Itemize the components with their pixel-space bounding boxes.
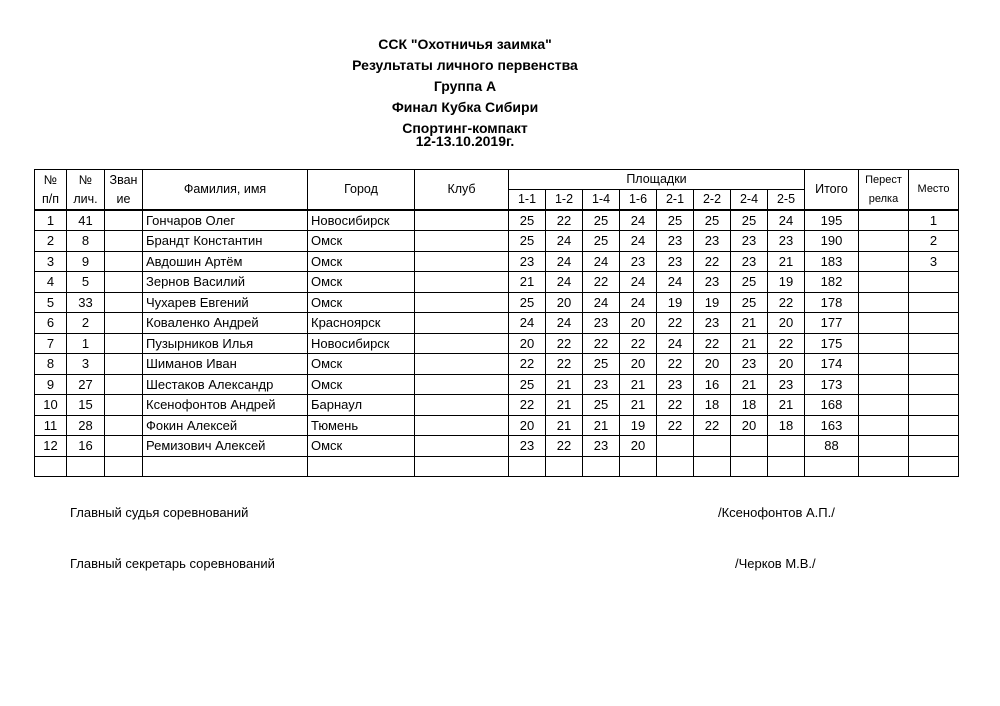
- cell-total: 177: [805, 313, 859, 334]
- cell-position: 11: [35, 415, 67, 436]
- cell-total: 195: [805, 210, 859, 231]
- cell-total: 178: [805, 292, 859, 313]
- cell-shootoff: [859, 333, 909, 354]
- cell-license: 16: [67, 436, 105, 457]
- cell-rank: [105, 333, 143, 354]
- header-num: [35, 170, 67, 211]
- header-shootoff: [859, 170, 909, 211]
- cell-station-score: [546, 456, 583, 477]
- cell-rank: [105, 374, 143, 395]
- cell-place: [909, 354, 959, 375]
- cell-station-score: 22: [694, 333, 731, 354]
- cell-station-score: 23: [694, 313, 731, 334]
- cell-city: Омск: [308, 272, 415, 293]
- results-table: [34, 169, 959, 477]
- cell-rank: [105, 456, 143, 477]
- cell-station-score: 18: [694, 395, 731, 416]
- cell-position: 6: [35, 313, 67, 334]
- cell-station-score: 22: [546, 354, 583, 375]
- cell-total: 183: [805, 251, 859, 272]
- cell-station-score: 24: [657, 333, 694, 354]
- header-shootoff-line2: релка: [868, 192, 899, 205]
- cell-name: Пузырников Илья: [143, 333, 308, 354]
- cell-station-score: 25: [509, 210, 546, 231]
- cell-total: 174: [805, 354, 859, 375]
- cell-city: Омск: [308, 231, 415, 252]
- cell-club: [415, 456, 509, 477]
- header-num-line2: п/п: [41, 191, 59, 206]
- cell-station-score: 25: [731, 292, 768, 313]
- cell-station-score: 24: [546, 313, 583, 334]
- cell-station-score: 25: [731, 210, 768, 231]
- cell-station-score: 25: [731, 272, 768, 293]
- cell-rank: [105, 210, 143, 231]
- cell-name: Ксенофонтов Андрей: [143, 395, 308, 416]
- cell-station-score: 25: [583, 231, 620, 252]
- header-num-line1: №: [43, 172, 58, 187]
- cell-place: [909, 333, 959, 354]
- table-row: [35, 354, 959, 375]
- cell-position: 10: [35, 395, 67, 416]
- title-line-discipline: Спортинг-компакт: [402, 120, 528, 136]
- cell-station-score: 20: [620, 354, 657, 375]
- header-sites: Площадки: [509, 170, 805, 190]
- cell-station-score: 25: [694, 210, 731, 231]
- cell-station-score: 21: [731, 333, 768, 354]
- cell-position: 4: [35, 272, 67, 293]
- cell-station-score: 23: [657, 231, 694, 252]
- cell-total: 88: [805, 436, 859, 457]
- header-city: Город: [308, 170, 415, 211]
- cell-license: 9: [67, 251, 105, 272]
- cell-license: 15: [67, 395, 105, 416]
- cell-club: [415, 210, 509, 231]
- cell-license: [67, 456, 105, 477]
- cell-station-score: 25: [509, 374, 546, 395]
- header-license-line2: лич.: [73, 191, 98, 206]
- cell-station-score: 21: [509, 272, 546, 293]
- cell-station-score: 25: [657, 210, 694, 231]
- cell-place: [909, 436, 959, 457]
- cell-station-score: 16: [694, 374, 731, 395]
- cell-place: [909, 395, 959, 416]
- cell-city: Новосибирск: [308, 210, 415, 231]
- cell-station-score: [657, 456, 694, 477]
- cell-station-score: 19: [657, 292, 694, 313]
- cell-club: [415, 415, 509, 436]
- cell-shootoff: [859, 354, 909, 375]
- cell-total: 168: [805, 395, 859, 416]
- cell-station-score: 24: [583, 251, 620, 272]
- cell-name: Брандт Константин: [143, 231, 308, 252]
- cell-station-score: 23: [583, 374, 620, 395]
- header-rank-line2: ие: [116, 191, 131, 206]
- cell-station-score: 21: [768, 395, 805, 416]
- title-line-results: Результаты личного первенства: [352, 57, 578, 73]
- cell-station-score: 25: [509, 231, 546, 252]
- cell-station-score: 22: [694, 415, 731, 436]
- cell-station-score: 19: [694, 292, 731, 313]
- cell-rank: [105, 395, 143, 416]
- cell-station-score: 21: [546, 395, 583, 416]
- cell-station-score: 23: [657, 374, 694, 395]
- cell-city: Омск: [308, 251, 415, 272]
- cell-rank: [105, 292, 143, 313]
- title-line-event: Финал Кубка Сибири: [391, 99, 539, 115]
- cell-position: 3: [35, 251, 67, 272]
- cell-shootoff: [859, 210, 909, 231]
- cell-station-score: 22: [546, 436, 583, 457]
- header-station: 2-5: [768, 190, 805, 211]
- cell-place: [909, 374, 959, 395]
- cell-city: Омск: [308, 354, 415, 375]
- cell-station-score: 22: [546, 333, 583, 354]
- table-row: [35, 210, 959, 231]
- cell-club: [415, 313, 509, 334]
- table-row: [35, 251, 959, 272]
- cell-rank: [105, 354, 143, 375]
- cell-city: [308, 456, 415, 477]
- cell-place: 2: [909, 231, 959, 252]
- cell-station-score: 20: [731, 415, 768, 436]
- cell-shootoff: [859, 415, 909, 436]
- cell-shootoff: [859, 456, 909, 477]
- table-row: [35, 456, 959, 477]
- header-name: Фамилия, имя: [143, 170, 308, 211]
- cell-position: [35, 456, 67, 477]
- cell-station-score: 23: [731, 251, 768, 272]
- table-row: [35, 313, 959, 334]
- cell-station-score: 24: [620, 210, 657, 231]
- cell-station-score: 24: [620, 272, 657, 293]
- cell-license: 8: [67, 231, 105, 252]
- cell-station-score: 20: [694, 354, 731, 375]
- cell-place: [909, 272, 959, 293]
- table-row: [35, 374, 959, 395]
- cell-station-score: 21: [768, 251, 805, 272]
- cell-station-score: 22: [657, 415, 694, 436]
- cell-license: 27: [67, 374, 105, 395]
- cell-name: Фокин Алексей: [143, 415, 308, 436]
- cell-station-score: 24: [620, 292, 657, 313]
- table-row: [35, 395, 959, 416]
- header-shootoff-line1: Перест: [865, 173, 902, 186]
- cell-station-score: 22: [509, 395, 546, 416]
- cell-station-score: 21: [546, 374, 583, 395]
- cell-station-score: 24: [546, 272, 583, 293]
- cell-station-score: 22: [657, 395, 694, 416]
- cell-total: [805, 456, 859, 477]
- cell-station-score: 21: [731, 374, 768, 395]
- cell-position: 8: [35, 354, 67, 375]
- cell-name: Гончаров Олег: [143, 210, 308, 231]
- cell-license: 28: [67, 415, 105, 436]
- cell-station-score: 20: [620, 436, 657, 457]
- cell-station-score: 20: [509, 415, 546, 436]
- cell-shootoff: [859, 374, 909, 395]
- header-station: 2-2: [694, 190, 731, 211]
- cell-city: Омск: [308, 436, 415, 457]
- cell-rank: [105, 415, 143, 436]
- cell-station-score: 21: [583, 415, 620, 436]
- cell-station-score: 22: [768, 333, 805, 354]
- cell-city: Омск: [308, 374, 415, 395]
- header-total: Итого: [805, 170, 859, 211]
- cell-license: 2: [67, 313, 105, 334]
- cell-station-score: 25: [583, 210, 620, 231]
- title-date: 12-13.10.2019г.: [415, 133, 515, 149]
- header-station: 1-6: [620, 190, 657, 211]
- cell-place: [909, 456, 959, 477]
- chief-judge-label: Главный судья соревнований: [70, 505, 249, 520]
- cell-license: 5: [67, 272, 105, 293]
- cell-club: [415, 374, 509, 395]
- header-place: Место: [909, 170, 959, 211]
- chief-secretary-label: Главный секретарь соревнований: [70, 556, 275, 571]
- cell-station-score: 24: [620, 231, 657, 252]
- cell-license: 1: [67, 333, 105, 354]
- document-title: [0, 34, 930, 148]
- cell-station-score: 20: [620, 313, 657, 334]
- header-club: Клуб: [415, 170, 509, 211]
- header-station: 2-4: [731, 190, 768, 211]
- cell-club: [415, 292, 509, 313]
- results-body: [35, 210, 959, 477]
- cell-station-score: [509, 456, 546, 477]
- cell-place: [909, 415, 959, 436]
- cell-station-score: 23: [583, 436, 620, 457]
- cell-station-score: 18: [731, 395, 768, 416]
- cell-total: 173: [805, 374, 859, 395]
- cell-station-score: [768, 436, 805, 457]
- cell-shootoff: [859, 313, 909, 334]
- cell-rank: [105, 231, 143, 252]
- cell-name: Зернов Василий: [143, 272, 308, 293]
- cell-station-score: 21: [731, 313, 768, 334]
- cell-station-score: 24: [657, 272, 694, 293]
- cell-club: [415, 272, 509, 293]
- chief-judge-name: /Ксенофонтов А.П./: [718, 505, 835, 520]
- cell-station-score: 23: [694, 231, 731, 252]
- cell-name: Авдошин Артём: [143, 251, 308, 272]
- cell-station-score: 22: [657, 354, 694, 375]
- cell-station-score: 19: [768, 272, 805, 293]
- cell-name: Шиманов Иван: [143, 354, 308, 375]
- cell-position: 9: [35, 374, 67, 395]
- cell-station-score: 25: [583, 395, 620, 416]
- chief-secretary-name: /Черков М.В./: [735, 556, 816, 571]
- cell-station-score: 22: [546, 210, 583, 231]
- cell-station-score: 22: [583, 333, 620, 354]
- title-line-group: Группа А: [433, 78, 497, 94]
- cell-station-score: 23: [731, 231, 768, 252]
- cell-shootoff: [859, 272, 909, 293]
- cell-position: 5: [35, 292, 67, 313]
- cell-station-score: 22: [768, 292, 805, 313]
- header-license: [67, 170, 105, 211]
- cell-station-score: 22: [657, 313, 694, 334]
- cell-city: Новосибирск: [308, 333, 415, 354]
- cell-station-score: [694, 456, 731, 477]
- cell-station-score: 22: [694, 251, 731, 272]
- cell-rank: [105, 436, 143, 457]
- cell-station-score: 24: [509, 313, 546, 334]
- cell-shootoff: [859, 231, 909, 252]
- cell-station-score: [768, 456, 805, 477]
- cell-station-score: 23: [768, 231, 805, 252]
- cell-club: [415, 436, 509, 457]
- cell-station-score: 22: [583, 272, 620, 293]
- cell-place: 1: [909, 210, 959, 231]
- cell-shootoff: [859, 436, 909, 457]
- cell-license: 41: [67, 210, 105, 231]
- cell-place: 3: [909, 251, 959, 272]
- table-row: [35, 333, 959, 354]
- cell-station-score: 22: [620, 333, 657, 354]
- cell-station-score: 19: [620, 415, 657, 436]
- cell-station-score: 23: [509, 251, 546, 272]
- cell-club: [415, 231, 509, 252]
- header-station: 1-1: [509, 190, 546, 211]
- cell-rank: [105, 251, 143, 272]
- cell-station-score: 21: [546, 415, 583, 436]
- cell-station-score: 23: [657, 251, 694, 272]
- cell-station-score: 20: [768, 313, 805, 334]
- cell-station-score: [657, 436, 694, 457]
- cell-station-score: 23: [583, 313, 620, 334]
- cell-license: 33: [67, 292, 105, 313]
- cell-total: 182: [805, 272, 859, 293]
- cell-station-score: 20: [768, 354, 805, 375]
- cell-name: Ремизович Алексей: [143, 436, 308, 457]
- cell-name: [143, 456, 308, 477]
- cell-station-score: 21: [620, 374, 657, 395]
- cell-club: [415, 333, 509, 354]
- table-row: [35, 436, 959, 457]
- header-station: 2-1: [657, 190, 694, 211]
- cell-station-score: 23: [731, 354, 768, 375]
- cell-name: Коваленко Андрей: [143, 313, 308, 334]
- header-station: 1-4: [583, 190, 620, 211]
- cell-station-score: 25: [583, 354, 620, 375]
- cell-city: Красноярск: [308, 313, 415, 334]
- cell-station-score: 21: [620, 395, 657, 416]
- header-station: 1-2: [546, 190, 583, 211]
- cell-station-score: [731, 436, 768, 457]
- cell-station-score: 23: [620, 251, 657, 272]
- cell-station-score: 20: [509, 333, 546, 354]
- cell-license: 3: [67, 354, 105, 375]
- cell-station-score: [731, 456, 768, 477]
- cell-total: 163: [805, 415, 859, 436]
- cell-place: [909, 292, 959, 313]
- cell-station-score: 24: [546, 231, 583, 252]
- cell-position: 2: [35, 231, 67, 252]
- cell-station-score: 23: [509, 436, 546, 457]
- cell-station-score: [583, 456, 620, 477]
- header-rank: [105, 170, 143, 211]
- cell-city: Барнаул: [308, 395, 415, 416]
- cell-station-score: 23: [768, 374, 805, 395]
- cell-station-score: 23: [694, 272, 731, 293]
- cell-station-score: 24: [583, 292, 620, 313]
- cell-city: Тюмень: [308, 415, 415, 436]
- cell-station-score: 24: [768, 210, 805, 231]
- table-row: [35, 292, 959, 313]
- cell-station-score: [694, 436, 731, 457]
- cell-station-score: 25: [509, 292, 546, 313]
- header-license-line1: №: [78, 172, 93, 187]
- cell-station-score: 22: [509, 354, 546, 375]
- cell-rank: [105, 272, 143, 293]
- title-line-club: ССК "Охотничья заимка": [378, 36, 552, 52]
- table-row: [35, 231, 959, 252]
- cell-station-score: [620, 456, 657, 477]
- cell-station-score: 24: [546, 251, 583, 272]
- cell-position: 12: [35, 436, 67, 457]
- cell-station-score: 18: [768, 415, 805, 436]
- cell-club: [415, 395, 509, 416]
- cell-total: 190: [805, 231, 859, 252]
- cell-position: 1: [35, 210, 67, 231]
- header-rank-line1: Зван: [109, 172, 138, 187]
- cell-place: [909, 313, 959, 334]
- cell-total: 175: [805, 333, 859, 354]
- cell-shootoff: [859, 251, 909, 272]
- table-row: [35, 415, 959, 436]
- cell-shootoff: [859, 292, 909, 313]
- cell-name: Шестаков Александр: [143, 374, 308, 395]
- cell-city: Омск: [308, 292, 415, 313]
- cell-name: Чухарев Евгений: [143, 292, 308, 313]
- cell-position: 7: [35, 333, 67, 354]
- cell-station-score: 20: [546, 292, 583, 313]
- cell-shootoff: [859, 395, 909, 416]
- cell-club: [415, 251, 509, 272]
- cell-club: [415, 354, 509, 375]
- table-row: [35, 272, 959, 293]
- cell-rank: [105, 313, 143, 334]
